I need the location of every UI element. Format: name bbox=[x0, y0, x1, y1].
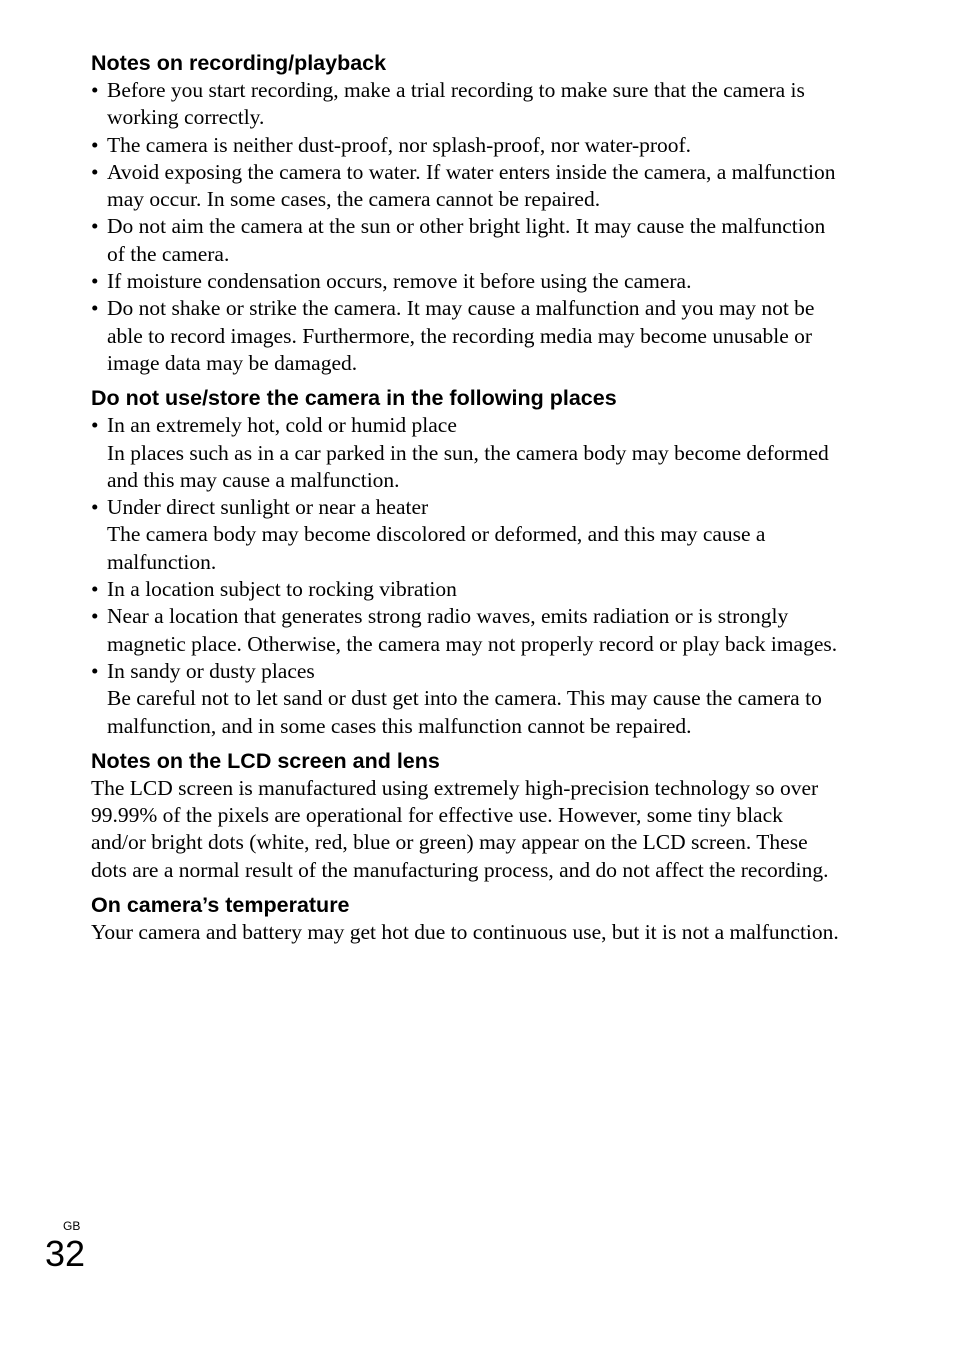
item-detail: The camera body may become discolored or deformed, and this may cause a malfunction. bbox=[107, 522, 766, 574]
bullet-list bbox=[91, 77, 843, 377]
bullet-icon: • bbox=[91, 604, 99, 629]
section-recording-playback bbox=[91, 48, 843, 377]
bullet-icon: • bbox=[91, 78, 99, 102]
item-detail: Be careful not to let sand or dust get into the camera. This may cause the camera to malfunction, and in some cases this malfunction cannot be repaired. bbox=[107, 686, 822, 738]
bullet-icon: • bbox=[91, 413, 99, 438]
bullet-icon: • bbox=[91, 658, 99, 683]
language-code: GB bbox=[63, 1219, 81, 1233]
list-item: • The camera is neither dust-proof, nor splash-proof, nor water-proof. bbox=[91, 132, 843, 159]
section-heading: Notes on recording/playback bbox=[91, 51, 387, 75]
page-number: 32 bbox=[45, 1233, 86, 1274]
list-item: • Do not aim the camera at the sun or other bright light. It may cause the malfunction of the camera. bbox=[91, 214, 826, 266]
bullet-icon: • bbox=[91, 269, 99, 294]
section-temperature bbox=[91, 890, 843, 946]
list-item: • If moisture condensation occurs, remove it before using the camera. bbox=[91, 268, 843, 295]
list-item: • Near a location that generates strong radio waves, emits radiation or is strongly magnetic place. Otherwise, the camera may not properly record or play back images. bbox=[91, 604, 838, 656]
list-item: • In an extremely hot, cold or humid place In places such as in a car parked in the sun, the camera body may become deformed and this may cause a malfunction. bbox=[91, 412, 843, 494]
list-item: • Avoid exposing the camera to water. If water enters inside the camera, a malfunction may occur. In some cases, the camera cannot be repaired. bbox=[91, 159, 836, 212]
section-heading: Notes on the LCD screen and lens bbox=[91, 748, 440, 773]
list-item: • In sandy or dusty places Be careful not to let sand or dust get into the camera. This may cause the camera to malfunction, and in some cases this malfunction cannot be repaired. bbox=[91, 658, 843, 740]
bullet-icon: • bbox=[91, 577, 99, 602]
bullet-icon: • bbox=[91, 132, 99, 157]
list-item: • Before you start recording, make a trial recording to make sure that the camera is working correctly. bbox=[91, 78, 805, 130]
section-storage-places bbox=[91, 383, 843, 740]
bullet-list bbox=[91, 412, 843, 740]
list-item: • Under direct sunlight or near a heater The camera body may become discolored or deformed, and this may cause a malfunction. bbox=[91, 494, 843, 576]
section-lcd-screen bbox=[91, 746, 843, 884]
bullet-icon: • bbox=[91, 159, 99, 184]
list-item: • Do not shake or strike the camera. It may cause a malfunction and you may not be able to record images. Furthermore, the recording media may become unusable or image data may be damaged. bbox=[91, 296, 815, 375]
bullet-icon: • bbox=[91, 214, 99, 239]
bullet-icon: • bbox=[91, 495, 99, 520]
section-heading: Do not use/store the camera in the following places bbox=[91, 386, 617, 411]
bullet-icon: • bbox=[91, 296, 99, 321]
page-content bbox=[91, 48, 843, 946]
item-detail: In places such as in a car parked in the sun, the camera body may become deformed and this may cause a malfunction. bbox=[107, 440, 829, 492]
section-heading: On camera’s temperature bbox=[91, 893, 350, 918]
section-paragraph: Your camera and battery may get hot due to continuous use, but it is not a malfunction. bbox=[91, 920, 839, 945]
list-item: • In a location subject to rocking vibration bbox=[91, 576, 843, 603]
section-paragraph: The LCD screen is manufactured using extremely high-precision technology so over 99.99% of the pixels are operational for effective use. However, some tiny black and/or bright dots (white, red, blue or green) may appear on the LCD screen. These dots are a normal result of the manufacturing process, and do not affect the recording. bbox=[91, 775, 829, 882]
